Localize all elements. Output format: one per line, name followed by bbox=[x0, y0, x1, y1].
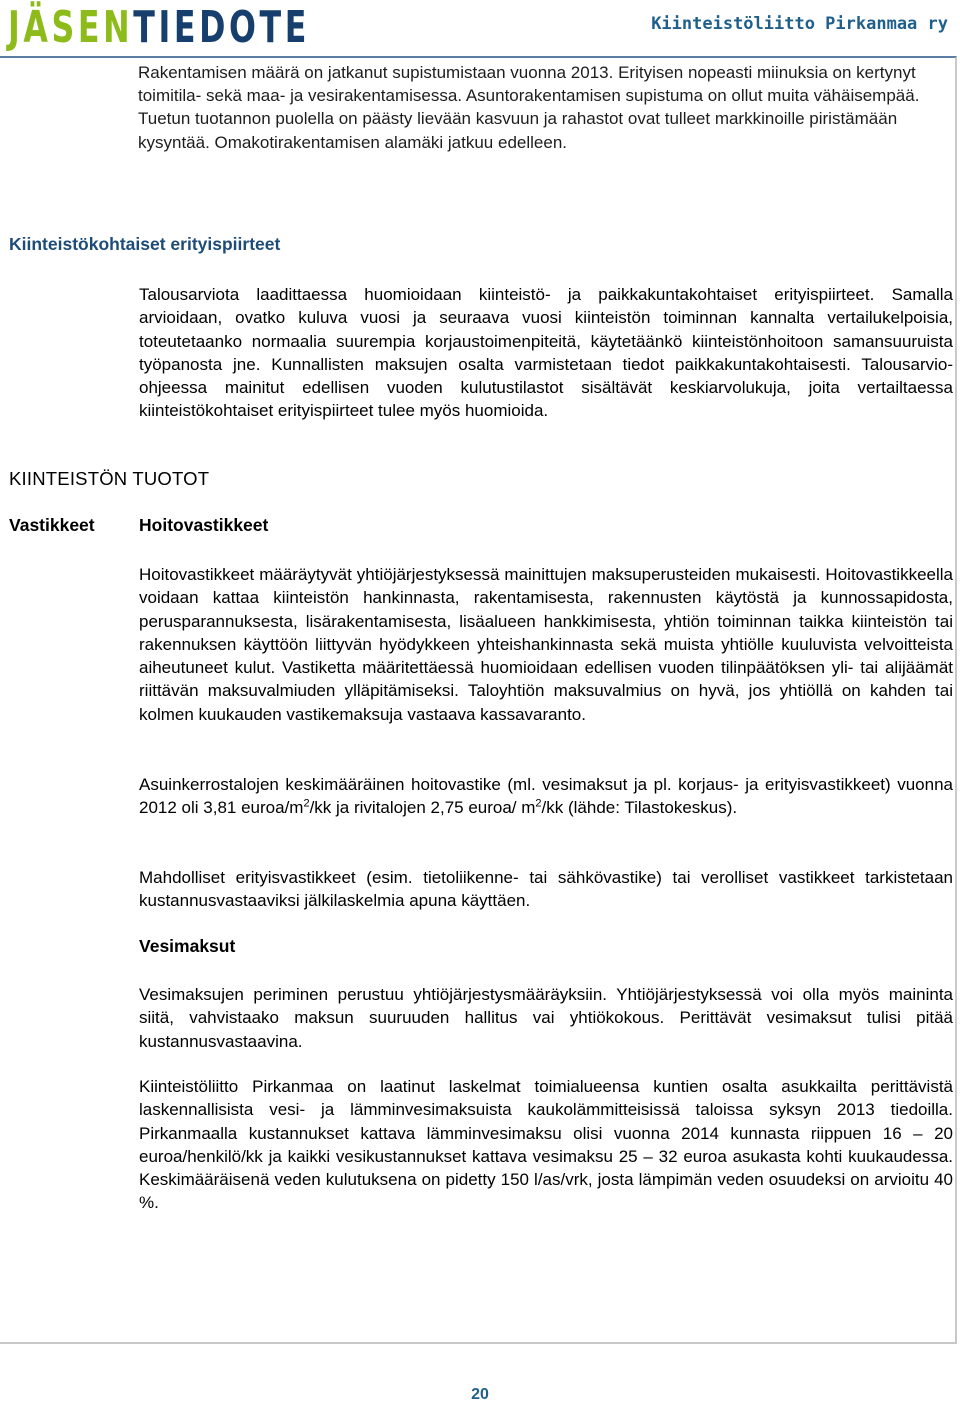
kiinteisto-text: Talousarviota laadittaessa huomioidaan kiinteistö- ja paikkakuntakohtaiset erityispiirteet. Samalla arvioidaan, ovatko kuluva vuosi ja seuraava vuosi kiinteistön toiminnan kannalta vertailukelpoisia, toteutetaanko normaalia suurempia korjaustoimenpiteitä, käytetäänkö kiinteistönhoitoon samansuuruista työpanosta jne. Kunnallisten maksujen osalta varmistetaan tiedot paikkakuntakohtaisesti. Talousarvio-ohjeessa mainitut edellisen vuoden kulutustilastot sisältävät keskiarvolukuja, joita vertailtaessa kiinteistökohtaiset erityispiirteet tulee myös huomioida. bbox=[139, 285, 953, 421]
section-heading-tuotot: KIINTEISTÖN TUOTOT bbox=[9, 468, 210, 489]
page-header bbox=[0, 0, 960, 56]
vesimaksut-paragraph-2 bbox=[139, 1075, 953, 1215]
section-heading-kiinteistokohtaiset: Kiinteistökohtaiset erityispiirteet bbox=[9, 234, 281, 254]
erityisvastike-text: Mahdolliset erityisvastikkeet (esim. tietoliikenne- tai sähkövastike) tai verolliset vastikkeet tarkistetaan kustannusvastaaviksi jälkilaskelmia apuna käyttäen. bbox=[139, 868, 953, 911]
page-number: 20 bbox=[471, 1386, 489, 1403]
kiinteisto-paragraph bbox=[139, 283, 953, 423]
hoitovastike-text-1: Hoitovastikkeet määräytyvät yhtiöjärjestyksessä mainittujen maksuperusteiden mukaisesti. Hoitovastikkeella voidaan kattaa kiinteistön hankinnasta, rakentamisesta, rakennusten käytöstä ja kunnossapidosta, perusparannuksesta, lisärakentamisesta, lisäalueen hankkimisesta, yhtiön toiminnan taikka kiinteistön tai rakennuksen käyttöön liittyvän hyödykkeen yhteishankinnasta sekä muista yhtiölle kuuluvista velvoitteista aiheutuneet kulut. Vastiketta määritettäessä huomioidaan edellisen vuoden tilinpäätöksen yli- tai alijäämät riittävän maksuvalmiuden ylläpitämiseksi. Taloyhtiön maksuvalmius on hyvä, jos yhtiöllä on kahden tai kolmen kuukauden vastikemaksuja vastaava kassavaranto. bbox=[139, 565, 953, 724]
hoitovastike-paragraph-1 bbox=[139, 563, 953, 726]
subheading-hoitovastikkeet: Hoitovastikkeet bbox=[139, 515, 269, 535]
vesimaksut-paragraph-1 bbox=[139, 983, 953, 1053]
vesimaksut-text-2: Kiinteistöliitto Pirkanmaa on laatinut laskelmat toimialueensa kuntien osalta asukkailta perittävistä laskennallisista vesi- ja lämminvesimaksuista kaukolämmitteisissä taloissa syksyn 2013 tiedoilla. Pirkanmaalla kustannukset kattava lämminvesimaksu olisi vuonna 2014 kunnasta riippuen 16 – 20 euroa/henkilö/kk ja kaikki vesikustannukset kattava vesimaksu 25 – 32 euroa asukasta kohti kuukaudessa. Keskimääräisenä veden kulutuksena on pidetty 150 l/as/vrk, josta lämpimän veden osuudeksi on arvioitu 40 %. bbox=[139, 1077, 953, 1213]
subheading-vesimaksut: Vesimaksut bbox=[139, 936, 236, 956]
side-label-vastikkeet: Vastikkeet bbox=[9, 515, 95, 535]
hoitovastike-paragraph-2 bbox=[139, 773, 953, 820]
intro-text: Rakentamisen määrä on jatkanut supistumistaan vuonna 2013. Erityisen nopeasti miinuksia on kertynyt toimitila- sekä maa- ja vesirakentamisessa. Asuntorakentamisen supistuma on ollut muita vähäisempää. Tuetun tuotannon puolella on päästy lievään kasvuun ja rahastot ovat tulleet markkinoille piristämään kysyntää. Omakotirakentamisen alamäki jatkuu edelleen. bbox=[138, 63, 920, 152]
superscript-2b: 2 bbox=[535, 797, 542, 810]
logo-word-jasen: JÄSEN bbox=[8, 2, 134, 53]
superscript-2a: 2 bbox=[303, 797, 310, 810]
hoitovastike-text-2a: Asuinkerrostalojen keskimääräinen hoitovastike (ml. vesimaksut ja pl. korjaus- ja erityisvastikkeet) vuonna 2012 oli 3,81 euroa/m bbox=[139, 775, 953, 818]
jasentiedote-logo bbox=[8, 2, 310, 54]
hoitovastike-text-2 bbox=[139, 773, 953, 820]
logo-word-tiedote: TIEDOTE bbox=[133, 2, 311, 53]
vesimaksut-text-1: Vesimaksujen periminen perustuu yhtiöjärjestysmääräyksiin. Yhtiöjärjestyksessä voi olla myös maininta siitä, vahvistaako maksun suuruuden hallitus vai yhtiökokous. Perittävät vesimaksut tulisi pitää kustannusvastaavina. bbox=[139, 985, 953, 1051]
hoitovastike-text-2c: /kk (lähde: Tilastokeskus). bbox=[541, 798, 738, 818]
hoitovastike-text-2b: /kk ja rivitalojen 2,75 euroa/ m bbox=[309, 798, 536, 818]
organization-name: Kiinteistöliitto Pirkanmaa ry bbox=[651, 14, 948, 34]
intro-paragraph bbox=[138, 61, 954, 154]
erityisvastike-paragraph bbox=[139, 866, 953, 913]
